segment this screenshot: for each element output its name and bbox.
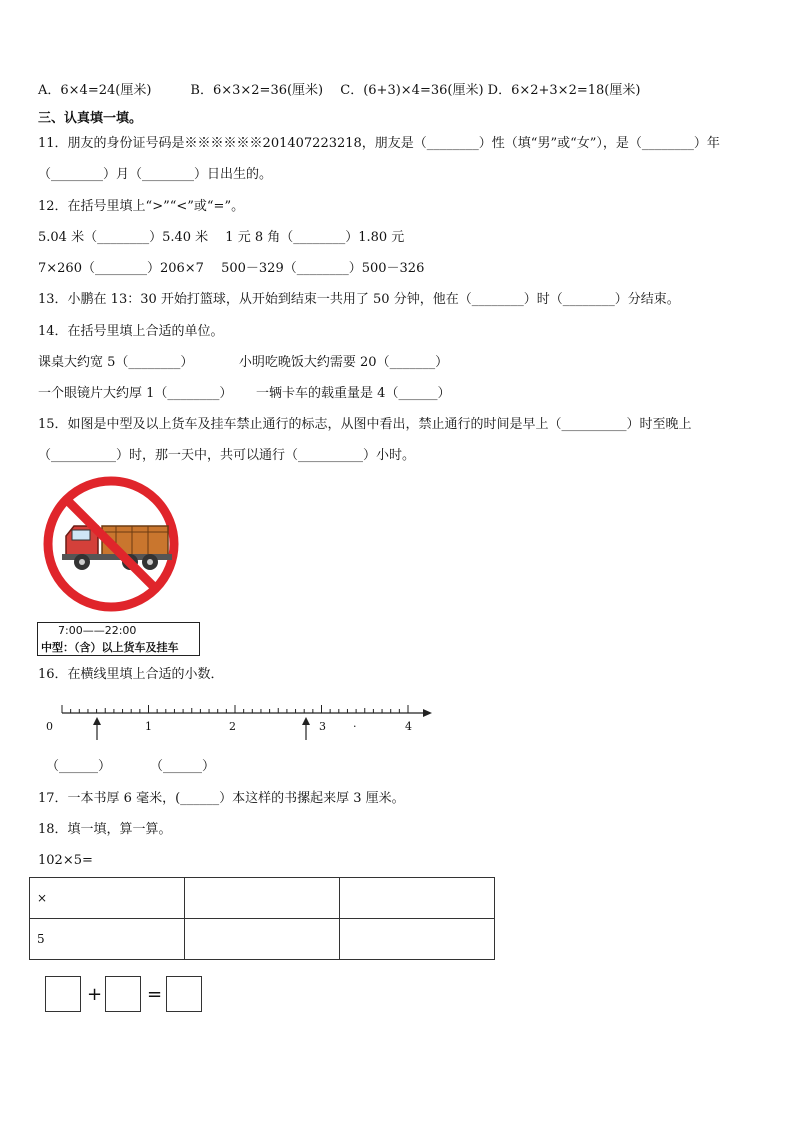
- q16-blanks: （______） （______）: [46, 759, 216, 774]
- table-row: [30, 878, 495, 919]
- numline-label-1: 1: [145, 720, 152, 733]
- q18-title: 18．填一填，算一算。: [38, 822, 172, 837]
- table-cell: [340, 919, 495, 960]
- q14-line1: 课桌大约宽 5（________） 小明吃晚饭大约需要 20（_______）: [38, 355, 449, 370]
- table-cell: [185, 878, 340, 919]
- q12-line1: 5.04 米（________）5.40 米 1 元 8 角（________）1.80 元: [38, 230, 405, 245]
- answer-box-2[interactable]: [105, 976, 141, 1012]
- no-truck-sign-icon: [36, 474, 202, 616]
- number-line: [40, 700, 440, 750]
- q16-title: 16．在横线里填上合适的小数．: [38, 667, 224, 682]
- q14-title: 14．在括号里填上合适的单位。: [38, 324, 224, 339]
- q12-line2: 7×260（________）206×7 500－329（________）500－326: [38, 261, 425, 276]
- sign-label: [37, 622, 200, 656]
- table-cell: [340, 878, 495, 919]
- section-title: 三、认真填一填。: [38, 111, 143, 126]
- calc-table: [29, 877, 495, 960]
- numline-label-3: 3: [319, 720, 326, 733]
- answer-box-3[interactable]: [166, 976, 202, 1012]
- answer-box-1[interactable]: [45, 976, 81, 1012]
- table-cell: ×: [30, 878, 185, 919]
- table-cell: 5: [30, 919, 185, 960]
- sign-caption: 中型：（含）以上货车及挂车: [41, 641, 179, 654]
- numline-label-4: 4: [405, 720, 412, 733]
- q11-line2: （________）月（________）日出生的。: [38, 167, 273, 182]
- q14-line2: 一个眼镜片大约厚 1（________） 一辆卡车的载重量是 4（______）: [38, 386, 451, 401]
- table-cell: [185, 919, 340, 960]
- q18-expression: 102×5=: [38, 853, 93, 868]
- q15-line1: 15．如图是中型及以上货车及挂车禁止通行的标志，从图中看出，禁止通行的时间是早上（__________）时至晚上: [38, 417, 692, 432]
- numline-label-0: 0: [46, 720, 53, 733]
- numline-dot: .: [353, 717, 357, 730]
- sign-time: 7:00——22:00: [58, 624, 137, 637]
- q12-title: 12．在括号里填上“>”“<”或“=”。: [38, 199, 245, 214]
- numline-label-2: 2: [229, 720, 236, 733]
- options-line: A．6×4=24(厘米) B．6×3×2=36(厘米) C．(6+3)×4=36(厘米) D．6×2+3×2=18(厘米): [38, 83, 641, 98]
- plus-sign: +: [87, 984, 103, 1005]
- table-row: [30, 919, 495, 960]
- q11-line1: 11．朋友的身份证号码是※※※※※※201407223218，朋友是（________）性（填“男”或“女”），是（________）年: [38, 136, 720, 151]
- q13-text: 13．小鹏在 13：30 开始打篮球，从开始到结束一共用了 50 分钟，他在（________）时（________）分结束。: [38, 292, 680, 307]
- q15-line2: （__________）时，那一天中，共可以通行（__________）小时。: [38, 448, 416, 463]
- q17-text: 17．一本书厚 6 毫米，(______）本这样的书摞起来厚 3 厘米。: [38, 791, 405, 806]
- equals-sign: =: [147, 984, 163, 1005]
